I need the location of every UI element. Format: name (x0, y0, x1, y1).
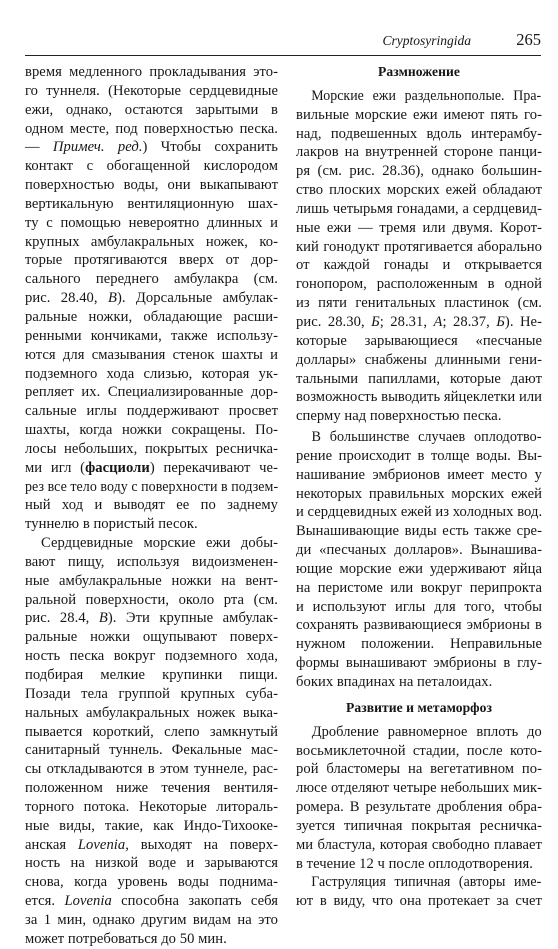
text-line: Морские ежи раздельнополые. Пра- (311, 87, 542, 104)
text-line: В большинстве случаев оплодотво- (311, 429, 542, 446)
text-line: ежи, однако, остаются зарытыми в (25, 101, 278, 118)
text-line: ные амбулакральные ножки на вент- (25, 572, 278, 589)
text-line: ди «песчаных долларов». Вынашива- (296, 542, 542, 559)
text-line: рез все тело воду с поверхности в подзем- (25, 478, 279, 495)
text-line: рис. 28.30, Б; 28.31, А; 28.37, Б). Не- (296, 313, 542, 330)
text-line: торного потока. Некоторые литораль- (25, 798, 278, 815)
text-line: лосы небольших, покрытых ресничка- (25, 440, 278, 457)
text-line: за 1 мин, однако другим видам на это (25, 911, 278, 928)
text-line: ющие морские ежи удерживают яйца (296, 560, 542, 577)
text-line: Позади тела группой крупных суба- (25, 685, 278, 702)
text-line: и сердцевидных ежей из холодных вод. (296, 504, 543, 521)
text-line: туннелю в пористый песок. (25, 516, 198, 533)
paragraph-reproduction-1 (296, 87, 542, 426)
text-line: ные виды, такие, как Индо-Тихооке- (25, 817, 278, 834)
text-line: Гаструляция типичная (авторы име- (311, 874, 542, 891)
text-line: вильные морские ежи имеют пять го- (296, 106, 542, 123)
text-line: время медленного прокладывания это- (25, 64, 278, 80)
text-line: люсе отделяют четыре небольших мик- (296, 780, 542, 797)
text-line: вают пищу, используя видоизменен- (25, 553, 278, 570)
text-line: гонопором, расположенным в одной (296, 276, 542, 293)
text-line: лакров на внутренней стороне панци- (296, 144, 542, 161)
text-line: шахты, когда ножки сокращены. По- (25, 422, 278, 439)
text-line: нужном положении. Неправильные (296, 636, 542, 653)
text-line: санитарный туннель. Фекальные мас- (25, 742, 278, 759)
text-line: формы вынашивают эмбрионы в глу- (296, 655, 542, 672)
text-line: нальных амбулакральных ножек выка- (25, 704, 278, 721)
text-line: которые зарывающиеся «песчаные (296, 332, 542, 349)
text-line: доллары» снабжены длинными гени- (296, 351, 542, 368)
text-line: восьмиклеточной стадии, после кото- (296, 742, 542, 759)
text-line: боких впадинах на петалоидах. (296, 674, 493, 690)
text-line: сальные иглы поддерживают просвет (25, 403, 278, 420)
text-line: нашивание эмбрионов имеет место у (296, 466, 542, 483)
text-line: ют в виду, что она протекает за счет (296, 893, 542, 910)
text-line: ность песка вокруг подземного хода, (25, 648, 278, 665)
text-line: крупных амбулакральных ножек, ко- (25, 233, 278, 250)
text-line: контакт с обогащенной кислородом (25, 158, 278, 175)
text-line: пывается короткий, слепо замкнутый (25, 723, 278, 740)
text-line: анская Lovenia, выходят на поверх- (25, 836, 278, 853)
text-line: рис. 28.4, В). Эти крупные амбулак- (25, 610, 278, 627)
running-title: Cryptosyringida (382, 33, 471, 48)
text-line: ральные ножки, обладающие расши- (25, 308, 278, 325)
text-line: ми бластула, которая свободно плавает (296, 836, 542, 853)
text-line: может потребоваться до 50 мин. (25, 930, 227, 947)
text-line: ные ежи — тремя или двумя. Корот- (296, 219, 542, 236)
text-line: вертикальную вентиляционную шах- (25, 195, 278, 212)
text-line: ря (см. рис. 28.36), однако большин- (296, 163, 542, 180)
text-line: кий гонодукт протягивается аборально (296, 238, 542, 255)
text-line: сохранять развивающиеся эмбрионы в (296, 617, 542, 634)
text-line: от каждой гонады и открывается (296, 257, 542, 274)
text-line: возможность выводить яйцеклетки или (296, 389, 543, 406)
text-line: ются для смазывания стенок шахты и (25, 346, 278, 363)
section-heading-reproduction: Размножение (378, 64, 460, 79)
text-line: сального переднего амбулакра (см. (25, 271, 278, 288)
text-line: ный ход и выводят ее по заднему (25, 497, 278, 514)
right-column (296, 63, 542, 911)
text-line: лишь четырьмя гонадами, а сердцевид- (296, 200, 543, 217)
text-line: и используют иглы для того, чтобы (296, 598, 542, 615)
text-line: тальными папиллами, которые дают (296, 370, 542, 387)
paragraph-development-1 (296, 723, 542, 874)
text-line: в течение 12 ч после оплодотворения. (296, 855, 533, 872)
text-line: ральной поверхности, около рта (см. (25, 591, 278, 608)
text-line: репляет их. Специализированные дор- (25, 384, 278, 401)
text-line: ромера. В результате дробления обра- (296, 799, 542, 816)
left-column (25, 63, 278, 949)
text-line: торые протягиваются вверх от дор- (25, 252, 278, 269)
section-heading-development: Развитие и метаморфоз (346, 699, 492, 715)
text-line: рис. 28.40, В). Дорсальные амбулак- (25, 290, 278, 307)
text-line: снова, когда уровень воды поднима- (25, 874, 278, 891)
text-line: поверхностью воды, они выкапывают (25, 177, 278, 194)
text-line: на перистоме или вокруг перипрокта (296, 579, 542, 596)
text-line: одном месте, под поверхностью песка. (25, 120, 278, 137)
text-line: ность на низкой воде и зарываются (25, 855, 278, 872)
text-line: подбирая мелкие крупинки пищи. (25, 667, 278, 683)
text-line: сперму над поверхностью песка. (296, 408, 502, 425)
paragraph-development-2 (296, 873, 542, 911)
text-line: подземного хода слизью, которая ук- (25, 365, 278, 382)
text-line: над, подвешенных вдоль интерамбу- (296, 125, 542, 142)
text-line: ми игл (фасциоли) перекачивают че- (25, 459, 278, 476)
text-line: из пяти генитальных пластинок (см. (296, 295, 542, 312)
header-rule (25, 55, 541, 56)
text-line: Дробление равномерное вплоть до (311, 723, 542, 740)
text-line: ется. Lovenia способна закопать себя (25, 893, 278, 910)
text-line: рой бластомеры на вегетативном по- (296, 761, 542, 778)
text-line: Вынашивающие виды есть также сре- (296, 523, 542, 540)
text-line: Сердцевидные морские ежи добы- (41, 535, 278, 552)
text-line: ральные ножки ощупывают поверх- (25, 629, 278, 646)
text-line: положенном ниже течения вентиля- (25, 780, 278, 797)
text-line: некоторых правильных морских ежей (296, 485, 542, 502)
text-line: го туннеля. (Некоторые сердцевидные (25, 82, 278, 99)
page-number: 265 (516, 30, 541, 49)
text-line: ту с помощью невероятно длинных и (25, 214, 278, 231)
text-line: ренными кончиками, также использу- (25, 327, 278, 344)
text-line: рение происходит в толще воды. Вы- (296, 447, 542, 464)
text-line: — Примеч. ред.) Чтобы сохранить (25, 139, 279, 156)
text-line: ство плоских морских ежей обладают (296, 182, 542, 199)
paragraph-reproduction-2 (296, 428, 542, 692)
page-header (25, 32, 541, 50)
text-line: сы откладываются в этом туннеле, рас- (25, 761, 278, 778)
text-line: зуется типичная покрытая ресничка- (296, 817, 542, 834)
